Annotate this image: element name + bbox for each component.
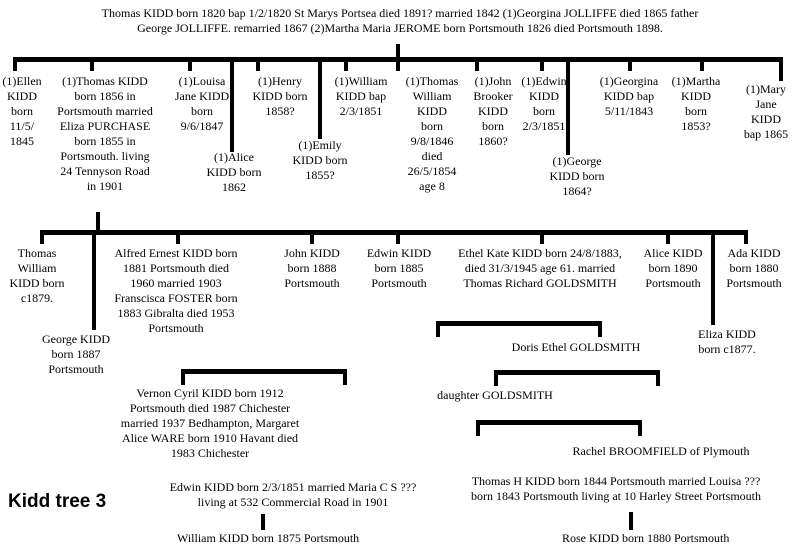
gen2-link xyxy=(318,57,322,139)
person-ada: Ada KIDD born 1880 Portsmouth xyxy=(726,246,782,290)
alfred-child-link xyxy=(343,369,347,385)
daughter-child-link xyxy=(476,420,480,436)
thomas-h-child-link xyxy=(629,512,633,530)
person-vernon-cyril: Vernon Cyril KIDD born 1912 Portsmouth died 1987 Chichester married 1937 Bedhampton, Margaret Alice WARE born 1910 Havant died 1983 Chichester xyxy=(120,386,300,460)
page-title: Kidd tree 3 xyxy=(8,491,107,512)
gen3-link xyxy=(310,230,314,244)
person-thomas-h-family: Thomas H KIDD born 1844 Portsmouth married Louisa ??? born 1843 Portsmouth living at 10 Harley Street Portsmouth xyxy=(471,474,761,503)
root-couple-text: Thomas KIDD born 1820 bap 1/2/1820 St Marys Portsea died 1891? married 1842 (1)Georgina JOLLIFFE died 1865 father George JOLLIFFE. remarried 1867 (2)Martha Maria JEROME born Portsmouth 1826 died Portsmouth 1898. xyxy=(101,6,699,35)
person-edwin-1885: Edwin KIDD born 1885 Portsmouth xyxy=(366,246,432,290)
person-george-1864: (1)George KIDD born 1864? xyxy=(549,154,605,198)
generation3-bar xyxy=(40,230,748,235)
person-edwin-family: Edwin KIDD born 2/3/1851 married Maria C S ??? living at 532 Commercial Road in 1901 xyxy=(169,480,417,509)
gen2-link xyxy=(628,57,632,71)
person-ellen: (1)Ellen KIDD born 11/5/ 1845 xyxy=(2,74,42,148)
person-john-1888: John KIDD born 1888 Portsmouth xyxy=(284,246,340,290)
gen2-link xyxy=(475,57,479,71)
gen2-link xyxy=(90,57,94,71)
daughter-child-link xyxy=(638,420,642,436)
person-daughter-goldsmith: daughter GOLDSMITH xyxy=(437,388,553,402)
ethel-child-link xyxy=(436,321,440,337)
gen3-link xyxy=(711,230,715,325)
person-rachel-broomfield: Rachel BROOMFIELD of Plymouth xyxy=(572,444,750,458)
person-alice-1890: Alice KIDD born 1890 Portsmouth xyxy=(643,246,703,290)
person-georgina: (1)Georgina KIDD bap 5/11/1843 xyxy=(599,74,659,118)
person-george-1887: George KIDD born 1887 Portsmouth xyxy=(41,332,111,376)
person-henry: (1)Henry KIDD born 1858? xyxy=(252,74,308,118)
gen3-link xyxy=(744,230,748,244)
gen2-link xyxy=(256,57,260,71)
person-mary-jane: (1)Mary Jane KIDD bap 1865 xyxy=(743,82,789,141)
daughter-children-bar xyxy=(476,420,642,425)
gen3-link xyxy=(176,230,180,244)
person-martha: (1)Martha KIDD born 1853? xyxy=(671,74,721,133)
edwin-child-link xyxy=(261,514,265,530)
alfred-child-link xyxy=(181,369,185,385)
doris-children-bar xyxy=(494,370,660,375)
alfred-children-bar xyxy=(181,369,347,374)
person-thomas-1856: (1)Thomas KIDD born 1856 in Portsmouth married Eliza PURCHASE born 1855 in Portsmouth. living 24 Tennyson Road in 1901 xyxy=(57,74,153,193)
person-alfred-ernest: Alfred Ernest KIDD born 1881 Portsmouth died 1960 married 1903 Franscisca FOSTER born 1883 Gibralta died 1953 Portsmouth xyxy=(114,246,238,335)
person-ethel-kate: Ethel Kate KIDD born 24/8/1883, died 31/3/1945 age 61. married Thomas Richard GOLDSMITH xyxy=(458,246,622,290)
gen2-link xyxy=(700,57,704,71)
person-doris-ethel: Doris Ethel GOLDSMITH xyxy=(511,340,641,354)
gen2-link xyxy=(344,57,348,71)
gen2-link xyxy=(396,57,400,71)
person-edwin-1851: (1)Edwin KIDD born 2/3/1851 xyxy=(521,74,567,133)
ethel-children-bar xyxy=(436,321,602,326)
doris-child-link xyxy=(494,370,498,386)
person-thomas-william-1879: Thomas William KIDD born c1879. xyxy=(9,246,65,305)
gen3-link xyxy=(540,230,544,244)
gen3-link xyxy=(40,230,44,244)
person-thomas-william-1846: (1)Thomas William KIDD born 9/8/1846 died 26/5/1854 age 8 xyxy=(405,74,459,193)
person-william-1875: William KIDD born 1875 Portsmouth xyxy=(177,531,360,545)
person-john-brooker: (1)John Brooker KIDD born 1860? xyxy=(473,74,513,148)
gen2-link xyxy=(188,57,192,71)
person-emily: (1)Emily KIDD born 1855? xyxy=(292,138,348,182)
person-louisa: (1)Louisa Jane KIDD born 9/6/1847 xyxy=(174,74,230,133)
gen3-link xyxy=(92,230,96,330)
ethel-child-link xyxy=(598,321,602,337)
gen2-link xyxy=(540,57,544,71)
gen2-link xyxy=(13,57,17,71)
gen2-link xyxy=(779,57,783,81)
gen3-link xyxy=(396,230,400,244)
doris-child-link xyxy=(656,370,660,386)
person-william-1851: (1)William KIDD bap 2/3/1851 xyxy=(334,74,388,118)
gen3-link xyxy=(666,230,670,244)
person-rose: Rose KIDD born 1880 Portsmouth xyxy=(562,531,730,545)
person-eliza: Eliza KIDD born c1877. xyxy=(698,327,756,356)
person-alice-1862: (1)Alice KIDD born 1862 xyxy=(206,150,262,194)
gen3-drop-line xyxy=(96,212,100,233)
